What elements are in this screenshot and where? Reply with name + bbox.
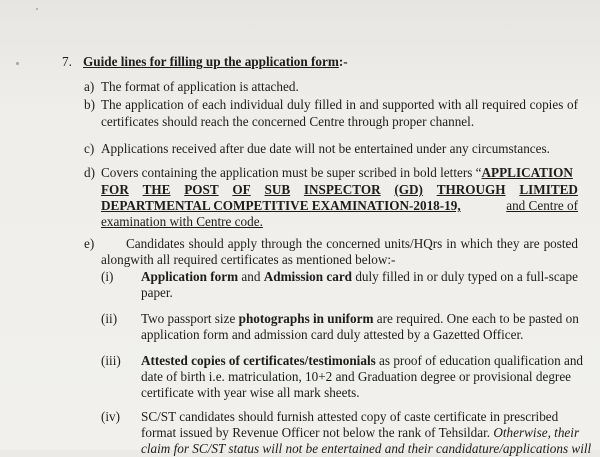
item-d-word: INSPECTOR [303, 182, 381, 197]
item-d-word: POST [184, 182, 219, 197]
sub-iii-bold1: Attested copies of certificates/testimonials [141, 353, 376, 368]
item-a-text: The format of application is attached. [101, 79, 299, 94]
item-d-line2 [101, 182, 578, 198]
sub-ii-plain1: Two passport size [141, 311, 239, 326]
sub-ii-plain2: are required. One each to be pasted on [373, 311, 579, 326]
item-d-word: LIMITED [519, 182, 578, 197]
sub-i-plain2: duly filled in or duly typed on a full-scape [352, 269, 578, 284]
sub-iii-line3: certificate with year wise all mark sheets. [141, 385, 360, 400]
item-d-marker: d) [84, 165, 95, 180]
sub-i-line1 [141, 269, 578, 285]
sub-i-bold1: Application form [141, 269, 239, 284]
sub-ii-line2: application form and admission card duly attested by a Gazetted Officer. [141, 327, 524, 342]
sub-i-plain1: and [238, 269, 264, 284]
sub-i-line2: paper. [141, 285, 173, 300]
sub-iv-marker: (iv) [101, 409, 121, 424]
section-number: 7. [62, 54, 72, 69]
scan-speck [36, 8, 38, 10]
sub-iii-plain1: as proof of education qualification and [375, 353, 584, 368]
item-d-line1-plain: Covers containing the application must be super scribed in bold letters “ [101, 165, 482, 180]
item-d-word: FOR [101, 182, 129, 197]
sub-ii-marker: (ii) [101, 311, 118, 326]
item-d-word: OF [232, 182, 251, 197]
item-a-marker: a) [84, 79, 95, 94]
item-b-marker: b) [84, 97, 95, 112]
section-heading-text: Guide lines for filling up the application form [83, 54, 339, 69]
item-d-line4: examination with Centre code. [101, 214, 263, 229]
item-d-line3 [101, 198, 578, 214]
scan-speck [16, 62, 19, 65]
item-b-line2: certificates should reach the concerned Centre through proper channel. [101, 114, 475, 129]
item-d-word: SUB [264, 182, 291, 197]
item-d-line1-bold: APPLICATION [481, 165, 573, 180]
sub-iv-line2-italic: Otherwise, their [493, 425, 580, 440]
item-d-line3-plain: and Centre of [506, 198, 578, 213]
item-c-text: Applications received after due date will not be entertained under any circumstances. [101, 141, 550, 156]
item-d-word: THE [142, 182, 171, 197]
sub-iii-marker: (iii) [101, 353, 121, 368]
item-e-line1: Candidates should apply through the concerned units/HQrs in which they are posted [126, 236, 578, 251]
sub-ii-line1 [141, 311, 579, 327]
sub-ii-bold1: photographs in uniform [238, 311, 374, 326]
sub-iii-line2: date of birth i.e. matriculation, 10+2 and Graduation degree or provisional degree [141, 369, 572, 384]
item-d-word: THROUGH [436, 182, 506, 197]
sub-iv-line2-plain: format issued by Revenue Officer not below the rank of Tehsildar. [141, 425, 494, 440]
item-d-line3-bold: DEPARTMENTAL COMPETITIVE EXAMINATION-2018-19, [101, 198, 461, 213]
item-e-line2: alongwith all required certificates as mentioned below:- [101, 252, 396, 267]
section-heading [83, 54, 348, 70]
sub-i-bold2: Admission card [263, 269, 353, 284]
item-c-marker: c) [84, 141, 95, 156]
sub-iii-line1 [141, 353, 583, 369]
sub-iv-line3: claim for SC/ST status will not be entertained and their candidature/applications will [141, 441, 592, 456]
item-e-marker: e) [84, 236, 95, 251]
sub-iv-line2 [141, 425, 579, 441]
section-heading-suffix: :- [338, 54, 348, 69]
item-b-line1: The application of each individual duly filled in and supported with all required copies of [101, 97, 578, 112]
sub-i-marker: (i) [101, 269, 114, 284]
item-d-line1 [101, 165, 573, 181]
item-d-word: (GD) [394, 182, 423, 197]
sub-iv-line1: SC/ST candidates should furnish attested copy of caste certificate in prescribed [141, 409, 559, 424]
